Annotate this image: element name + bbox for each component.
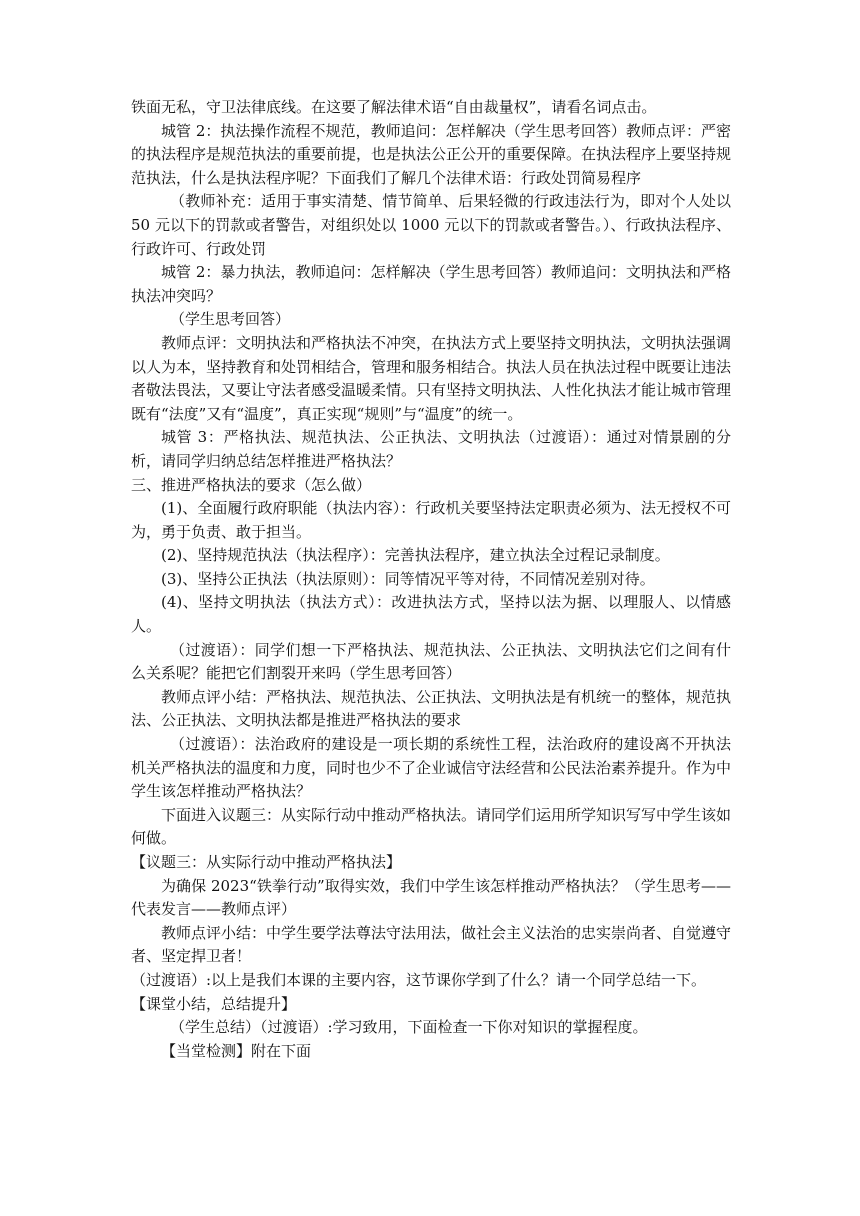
paragraph: （过渡语）：法治政府的建设是一项长期的系统性工程，法治政府的建设离不开执法机关严格执法的温度和力度，同时也少不了企业诚信守法经营和公民法治素养提升。作为中学生该怎样推动严格执法？ [131, 735, 732, 801]
paragraph: （学生总结）（过渡语）:学习致用，下面检查一下你对知识的掌握程度。 [170, 1018, 648, 1037]
paragraph: 【议题三：从实际行动中推动严格执法】 [131, 853, 402, 871]
paragraph: 【课堂小结，总结提升】 [131, 994, 297, 1013]
paragraph: 三、推进严格执法的要求（怎么做） [131, 475, 372, 494]
paragraph: 教师点评小结：严格执法、规范执法、公正执法、文明执法是有机统一的整体，规范执法、公正执法、文明执法都是推进严格执法的要求 [131, 687, 732, 730]
paragraph: 【当堂检测】附在下面 [161, 1041, 312, 1060]
paragraph: （学生思考回答） [170, 310, 291, 329]
paragraph: 为确保 2023“铁拳行动”取得实效，我们中学生该怎样推动严格执法？（学生思考——代表发言——教师点评） [131, 876, 731, 919]
paragraph: (2)、坚持规范执法（执法程序）：完善执法程序，建立执法全过程记录制度。 [161, 546, 670, 565]
paragraph: 教师点评小结：中学生要学法尊法守法用法，做社会主义法治的忠实崇尚者、自觉遵守者、坚定捍卫者！ [131, 923, 732, 966]
paragraph: (1)、全面履行政府职能（执法内容）：行政机关要坚持法定职责必须为、法无授权不可为，勇于负责、敢于担当。 [131, 499, 731, 541]
paragraph: 城管 3：严格执法、规范执法、公正执法、文明执法（过渡语）：通过对情景剧的分析，请同学归纳总结怎样推进严格执法？ [131, 428, 731, 470]
paragraph: (3)、坚持公正执法（执法原则）：同等情况平等对待，不同情况差别对待。 [161, 569, 655, 588]
paragraph: 下面进入议题三：从实际行动中推动严格执法。请同学们运用所学知识写写中学生该如何做。 [131, 805, 732, 848]
paragraph: 城管 2：执法操作流程不规范，教师追问：怎样解决（学生思考回答）教师点评：严密的执法程序是规范执法的重要前提，也是执法公正公开的重要保障。在执法程序上要坚持规范执法，什么是执法程序呢？下面我们了解几个法律术语：行政处罚简易程序 [131, 121, 732, 187]
paragraph: （教师补充：适用于事实清楚、情节简单、后果轻微的行政违法行为，即对个人处以 50 元以下的罚款或者警告，对组织处以 1000 元以下的罚款或者警告。）、行政执法程序、行政许可、行政处罚 [131, 192, 731, 258]
paragraph: （过渡语）:以上是我们本课的主要内容，这节课你学到了什么？请一个同学总结一下。 [131, 970, 707, 989]
paragraph: （过渡语）：同学们想一下严格执法、规范执法、公正执法、文明执法它们之间有什么关系呢？能把它们割裂开来吗（学生思考回答） [131, 640, 731, 683]
document-body [131, 96, 731, 1063]
paragraph: 教师点评：文明执法和严格执法不冲突，在执法方式上要坚持文明执法，文明执法强调以人为本，坚持教育和处罚相结合，管理和服务相结合。执法人员在执法过程中既要让违法者敬法畏法，又要让守法者感受温暖柔情。只有坚持文明执法、人性化执法才能让城市管理既有“法度”又有“温度”，真正实现“规则”与“温度”的统一。 [131, 333, 732, 423]
paragraph: 铁面无私，守卫法律底线。在这要了解法律术语“自由裁量权”，请看名词点击。 [131, 98, 657, 116]
paragraph: (4)、坚持文明执法（执法方式）：改进执法方式，坚持以法为据、以理服人、以情感人。 [131, 593, 731, 636]
paragraph: 城管 2：暴力执法，教师追问：怎样解决（学生思考回答）教师追问：文明执法和严格执法冲突吗？ [131, 263, 731, 305]
